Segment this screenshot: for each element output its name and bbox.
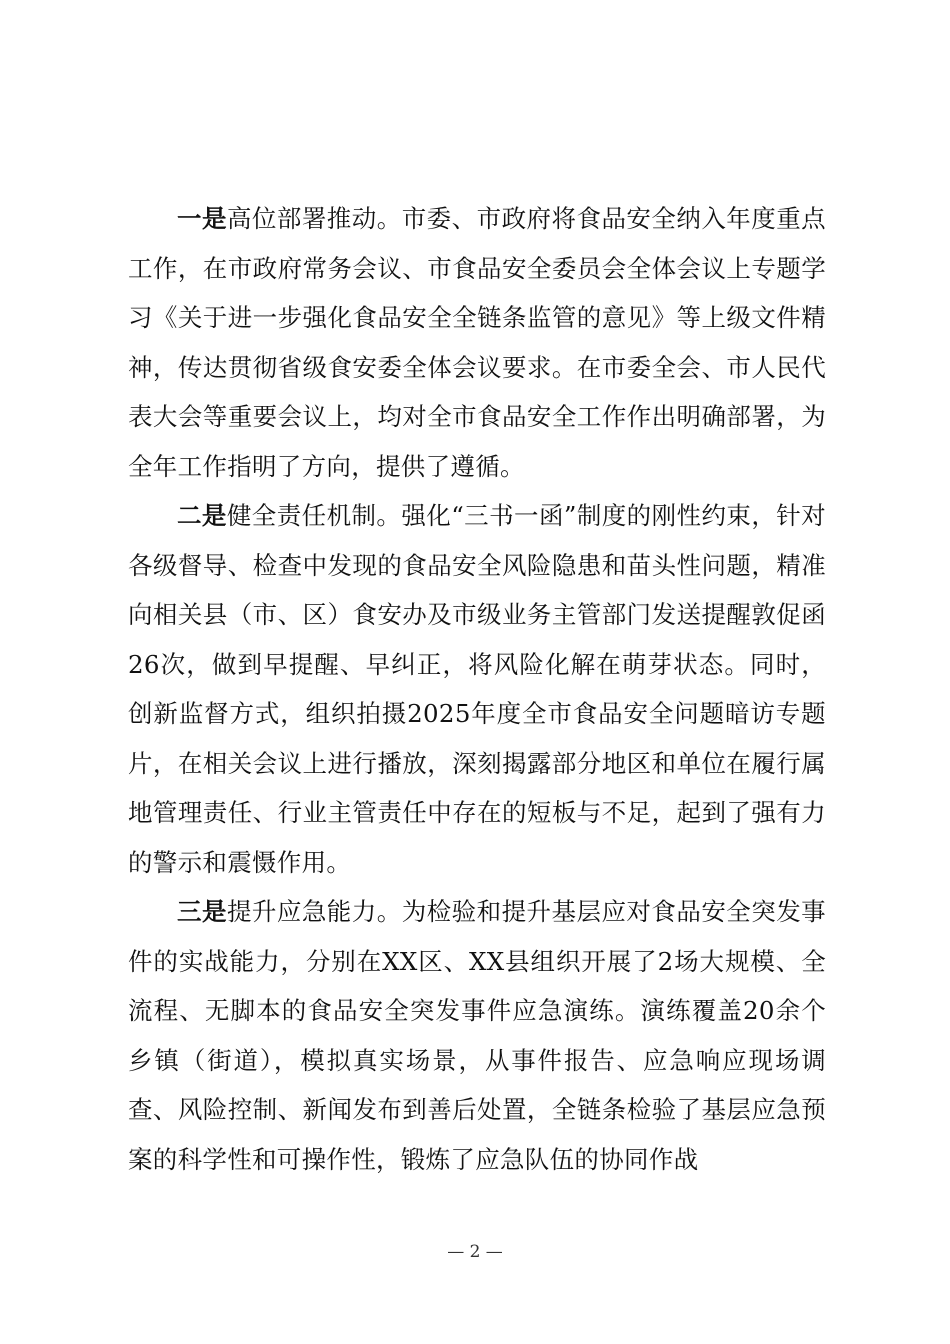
paragraph-1-text: 高位部署推动。市委、市政府将食品安全纳入年度重点工作，在市政府常务会议、市食品安全委员会全体会议上专题学习《关于进一步强化食品安全全链条监管的意见》等上级文件精神，传达贯彻省级食安委全体会议要求。在市委全会、市人民代表大会等重要会议上，均对全市食品安全工作作出明确部署，为全年工作指明了方向，提供了遵循。 (128, 204, 826, 481)
paragraph-3 (128, 887, 826, 1184)
paragraph-3-lead: 三是 (177, 897, 227, 926)
paragraph-1-lead: 一是 (177, 204, 227, 233)
paragraph-1 (128, 194, 826, 491)
paragraph-3-text: 提升应急能力。为检验和提升基层应对食品安全突发事件的实战能力，分别在XX区、XX县组织开展了2场大规模、全流程、无脚本的食品安全突发事件应急演练。演练覆盖20余个乡镇（街道），模拟真实场景，从事件报告、应急响应现场调查、风险控制、新闻发布到善后处置，全链条检验了基层应急预案的科学性和可操作性，锻炼了应急队伍的协同作战 (128, 897, 826, 1174)
paragraph-2-lead: 二是 (177, 501, 227, 530)
page-number: — 2 — (447, 1242, 503, 1262)
paragraph-2 (128, 491, 826, 887)
paragraph-2-text: 健全责任机制。强化“三书一函”制度的刚性约束，针对各级督导、检查中发现的食品安全风险隐患和苗头性问题，精准向相关县（市、区）食安办及市级业务主管部门发送提醒敦促函26次，做到早提醒、早纠正，将风险化解在萌芽状态。同时，创新监督方式，组织拍摄2025年度全市食品安全问题暗访专题片，在相关会议上进行播放，深刻揭露部分地区和单位在履行属地管理责任、行业主管责任中存在的短板与不足，起到了强有力的警示和震慑作用。 (128, 501, 826, 877)
document-body (128, 194, 826, 1184)
